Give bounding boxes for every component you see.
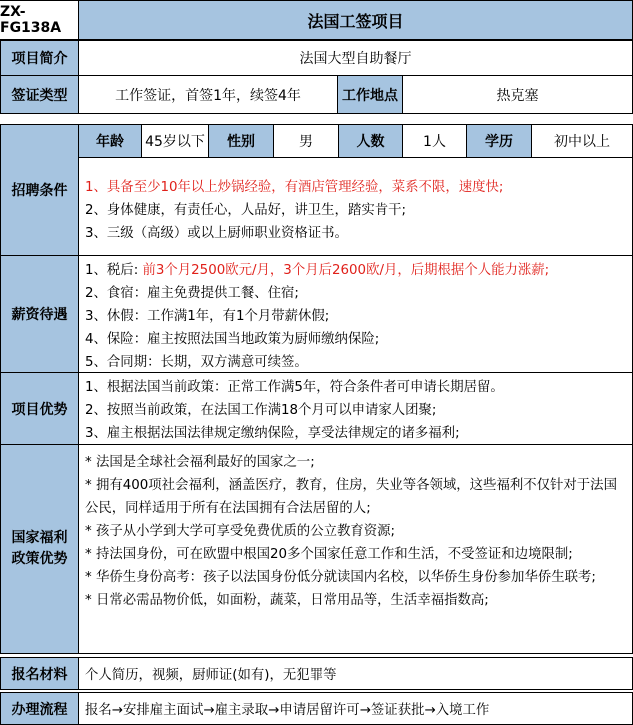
welfare-label-line1: 国家福利 <box>11 530 68 546</box>
materials-value-text: 个人简历，视频，厨师证(如有)，无犯罪等 <box>85 668 337 683</box>
process-value-text: 报名→安排雇主面试→雇主录取→申请居留许可→签证获批→入境工作 <box>85 703 490 718</box>
salary-details <box>78 255 633 373</box>
salary-section-label <box>0 255 79 373</box>
welfare-label-line2: 政策优势 <box>11 551 68 567</box>
visa-type-label-text: 签证类型 <box>11 87 68 104</box>
visa-type-label <box>0 75 79 114</box>
work-location-value-text: 热克塞 <box>496 87 539 104</box>
welfare-details <box>78 444 633 654</box>
advantage-item: 1、根据法国当前政策：正常工作满5年，符合条件者可申请长期居留。 <box>85 380 504 395</box>
process-label <box>0 692 79 725</box>
advantage-section-label-text: 项目优势 <box>11 401 68 418</box>
education-label <box>466 124 532 158</box>
headcount-label <box>338 124 403 158</box>
gender-label-text: 性别 <box>227 134 255 150</box>
salary-item-prefix: 1、税后: <box>85 263 139 278</box>
welfare-item: * 持法国身份，可在欧盟中根国20多个国家任意工作和生活，不受签证和边境限制; <box>85 547 573 562</box>
intro-label <box>0 40 79 76</box>
welfare-item: * 拥有400项社会福利，涵盖医疗，教育，住房，失业等各领域，这些福利不仅针对于法国公民，同样适用于所有在法国拥有合法居留的人; <box>85 478 617 516</box>
materials-label-text: 报名材料 <box>11 666 68 683</box>
visa-type-value-text: 工作签证，首签1年，续签4年 <box>115 87 301 104</box>
salary-section-label-text: 薪资待遇 <box>11 307 68 323</box>
advantage-section-label <box>0 372 79 445</box>
recruit-requirements <box>78 157 633 256</box>
page-title <box>78 0 633 40</box>
requirement-item: 1、具备至少10年以上炒锅经验，有酒店管理经验，菜系不限，速度快; <box>85 180 504 195</box>
education-value-text: 初中以上 <box>554 134 610 150</box>
gender-value <box>273 124 339 158</box>
salary-item: 3、休假：工作满1年，有1个月带薪休假; <box>85 309 330 324</box>
recruit-section-label-text: 招聘条件 <box>11 183 68 199</box>
intro-value <box>78 40 633 76</box>
advantage-item: 2、按照当前政策，在法国工作满18个月可以申请家人团聚; <box>85 403 437 418</box>
requirement-item: 3、三级（高级）或以上厨师职业资格证书。 <box>85 226 348 241</box>
gender-label <box>208 124 274 158</box>
salary-item: 4、保险：雇主按照法国当地政策为厨师缴纳保险; <box>85 332 380 347</box>
welfare-item: * 日常必需品物价低，如面粉，蔬菜，日常用品等，生活幸福指数高; <box>85 593 489 608</box>
welfare-item: * 法国是全球社会福利最好的国家之一; <box>85 455 315 470</box>
welfare-item: * 孩子从小学到大学可享受免费优质的公立教育资源; <box>85 524 396 539</box>
visa-type-value <box>78 75 338 114</box>
salary-item: 2、食宿：雇主免费提供工餐、住宿; <box>85 286 299 301</box>
age-label <box>78 124 142 158</box>
headcount-value-text: 1人 <box>423 134 446 150</box>
work-location-value <box>402 75 633 114</box>
education-label-text: 学历 <box>485 134 513 150</box>
materials-value <box>78 657 633 690</box>
age-value-text: 45岁以下 <box>145 134 205 150</box>
headcount-value <box>402 124 467 158</box>
recruit-section-label <box>0 124 79 256</box>
work-location-label-text: 工作地点 <box>342 87 398 104</box>
advantage-item: 3、雇主根据法国法律规定缴纳保险，享受法律规定的诸多福利; <box>85 426 460 441</box>
age-value <box>141 124 209 158</box>
age-label-text: 年龄 <box>96 134 124 150</box>
education-value <box>531 124 633 158</box>
project-code <box>0 0 79 40</box>
process-value <box>78 692 633 725</box>
salary-item: 5、合同期：长期，双方满意可续签。 <box>85 355 308 370</box>
requirement-item: 2、身体健康，有责任心，人品好，讲卫生，踏实肯干; <box>85 203 407 218</box>
welfare-section-label <box>0 444 79 654</box>
project-code-text: ZX-FG138A <box>0 4 62 36</box>
gender-value-text: 男 <box>299 134 313 150</box>
process-label-text: 办理流程 <box>11 701 68 718</box>
salary-item <box>85 259 626 282</box>
work-location-label <box>337 75 403 114</box>
advantage-details <box>78 372 633 445</box>
salary-item-highlight: 前3个月2500欧元/月，3个月后2600欧/月，后期根据个人能力涨薪; <box>142 263 550 278</box>
intro-label-text: 项目简介 <box>11 51 68 67</box>
intro-value-text: 法国大型自助餐厅 <box>299 51 412 67</box>
welfare-item: * 华侨生身份高考：孩子以法国身份低分就读国内名校，以华侨生身份参加华侨生联考; <box>85 570 596 585</box>
headcount-label-text: 人数 <box>356 134 385 150</box>
materials-label <box>0 657 79 690</box>
page-title-text: 法国工签项目 <box>307 11 404 31</box>
